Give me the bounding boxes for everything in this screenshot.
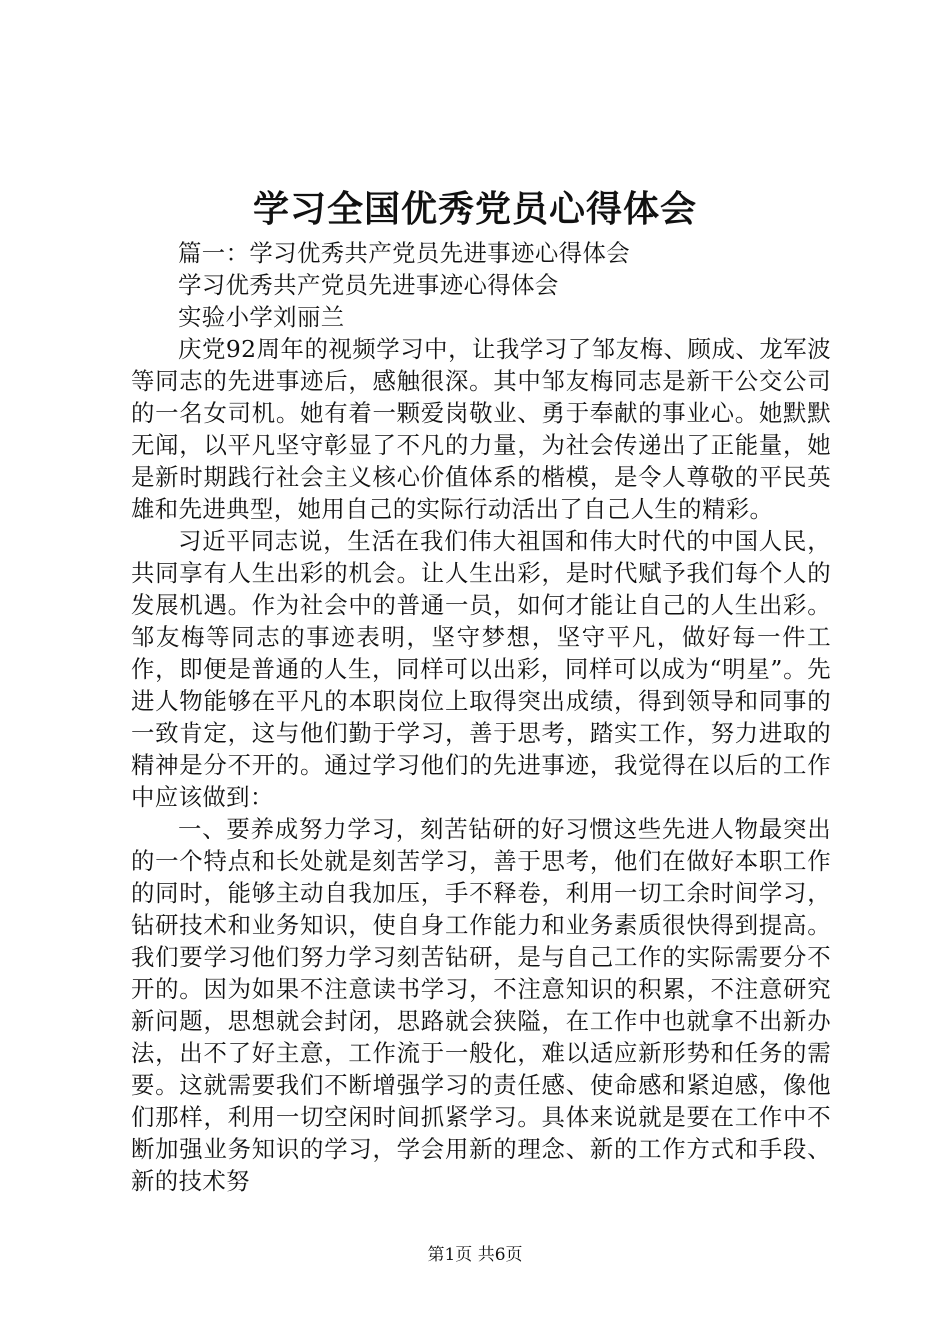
article-title: 学习优秀共产党员先进事迹心得体会 [178, 271, 559, 299]
body-paragraph: 一、要养成努力学习，刻苦钻研的好习惯这些先进人物最突出的一个特点和长处就是刻苦学习，善于思考，他们在做好本职工作的同时，能够主动自我加压，手不释卷，利用一切工余时间学习，钻研技术和业务知识，使自身工作能力和业务素质很快得到提高。我们要学习他们努力学习刻苦钻研，是与自己工作的实际需要分不开的。因为如果不注意读书学习，不注意知识的积累，不注意研究新问题，思想就会封闭，思路就会狭隘，在工作中也就拿不出新办法，出不了好主意，工作流于一般化，难以适应新形势和任务的需要。这就需要我们不断增强学习的责任感、使命感和紧迫感，像他们那样，利用一切空闲时间抓紧学习。具体来说就是要在工作中不断加强业务知识的学习，学会用新的理念、新的工作方式和手段、新的技术努 [131, 815, 831, 1195]
document-title: 学习全国优秀党员心得体会 [252, 188, 697, 230]
section-heading: 篇一：学习优秀共产党员先进事迹心得体会 [178, 239, 631, 267]
author-line: 实验小学刘丽兰 [178, 303, 345, 331]
body-paragraph: 庆党92周年的视频学习中，让我学习了邹友梅、顾成、龙军波等同志的先进事迹后，感触很深。其中邹友梅同志是新干公交公司的一名女司机。她有着一颗爱岗敬业、勇于奉献的事业心。她默默无闻，以平凡坚守彰显了不凡的力量，为社会传递出了正能量，她是新时期践行社会主义核心价值体系的楷模，是令人尊敬的平民英雄和先进典型，她用自己的实际行动活出了自己人生的精彩。 [131, 335, 831, 523]
document-body [131, 237, 831, 1197]
page-number: 第1页 共6页 [427, 1245, 523, 1265]
body-paragraph: 习近平同志说，生活在我们伟大祖国和伟大时代的中国人民，共同享有人生出彩的机会。让人生出彩，是时代赋予我们每个人的发展机遇。作为社会中的普通一员，如何才能让自己的人生出彩。邹友梅等同志的事迹表明，坚守梦想，坚守平凡，做好每一件工作，即便是普通的人生，同样可以出彩，同样可以成为“明星”。先进人物能够在平凡的本职岗位上取得突出成绩，得到领导和同事的一致肯定，这与他们勤于学习，善于思考，踏实工作，努力进取的精神是分不开的。通过学习他们的先进事迹，我觉得在以后的工作中应该做到： [131, 527, 831, 811]
